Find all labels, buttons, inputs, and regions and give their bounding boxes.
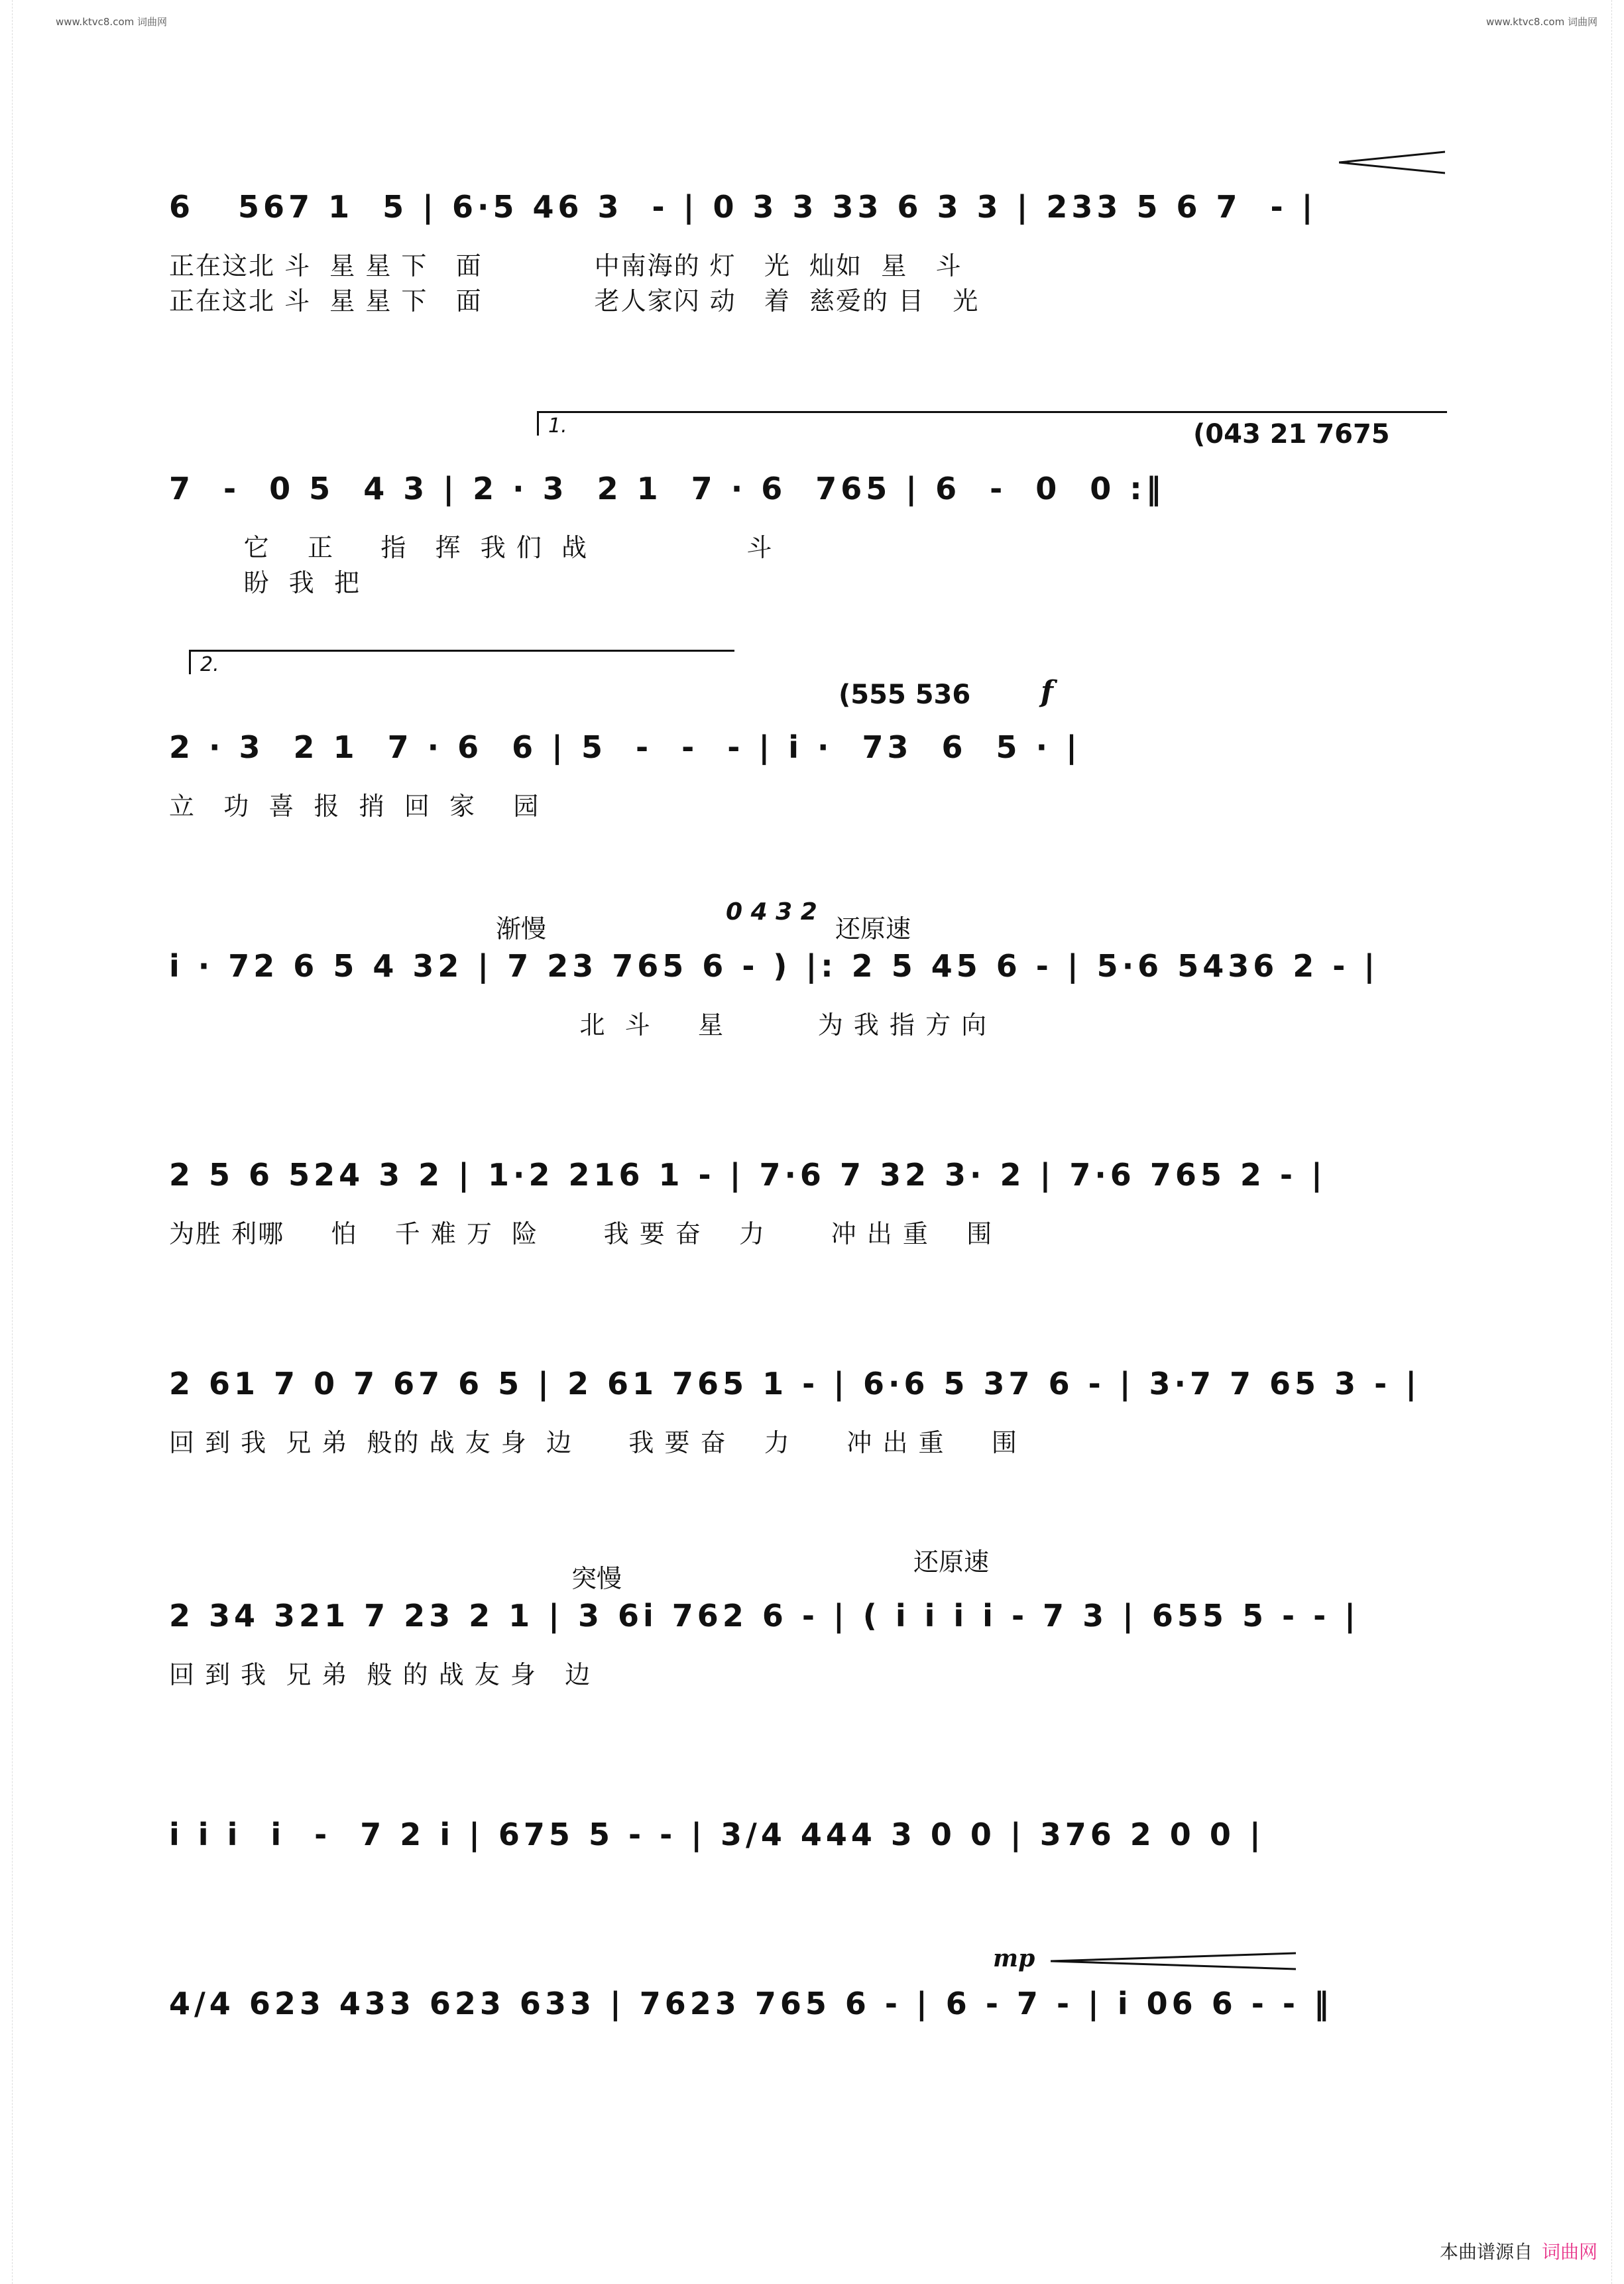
dynamic-forte: f <box>1041 675 1053 709</box>
lyric-verse-1: 它 正 指 挥 我 们 战 斗 <box>169 533 774 562</box>
crescendo-hairpin <box>1339 149 1445 176</box>
notation-line: 2 61 7 0 7 67 6 5 | 2 61 765 1 - | 6·6 5 37 6 - | 3·7 7 65 3 - | <box>169 1366 1421 1402</box>
notation-line: 2 34 321 7 23 2 1 | 3 6i 762 6 - | ( i i i i - 7 3 | 655 5 - - | <box>169 1598 1360 1634</box>
tempo-marking-ritardando: 渐慢 <box>496 914 547 943</box>
lyric-verse-1: 为胜 利哪 怕 千 难 万 险 我 要 奋 力 冲 出 重 围 <box>169 1219 994 1248</box>
tempo-marking-a-tempo: 还原速 <box>835 914 911 943</box>
footer-brand-link[interactable]: 词曲网 <box>1541 2241 1597 2263</box>
corner-watermark-left: www.ktvc8.com 词曲网 <box>56 16 168 28</box>
crescendo-hairpin <box>1051 1951 1296 1971</box>
instrumental-fill: 0 4 3 2 <box>726 898 817 926</box>
notation-line: 4/4 623 433 623 633 | 7623 765 6 - | 6 - 7 - | i 06 6 - - ‖ <box>169 1986 1333 2021</box>
notation-line: 2 · 3 2 1 7 · 6 6 | 5 - - - | i · 73 6 5 · | <box>169 729 1081 765</box>
notation-line: i i i i - 7 2 i | 675 5 - - | 3/4 444 3 0 0 | 376 2 0 0 | <box>169 1817 1265 1852</box>
footer-source <box>1440 2238 1597 2264</box>
instrumental-fill: (043 21 7675 <box>1193 419 1390 450</box>
footer-text: 本曲谱源自 <box>1439 2241 1533 2263</box>
lyric-verse-2: 盼 我 把 <box>169 568 361 597</box>
volta-label: 2. <box>200 653 219 676</box>
tempo-marking-a-tempo: 还原速 <box>913 1547 990 1577</box>
notation-line: 2 5 6 524 3 2 | 1·2 216 1 - | 7·6 7 32 3· 2 | 7·6 765 2 - | <box>169 1157 1326 1193</box>
lyric-verse-1: 立 功 喜 报 捎 回 家 园 <box>169 792 540 821</box>
tempo-marking-sudden-slow: 突慢 <box>571 1564 622 1593</box>
instrumental-fill: (555 536 <box>839 680 971 710</box>
lyric-verse-1: 回 到 我 兄 弟 般的 战 友 身 边 我 要 奋 力 冲 出 重 围 <box>169 1428 1018 1457</box>
left-margin-strip <box>0 0 13 2284</box>
corner-watermark-right: www.ktvc8.com 词曲网 <box>1485 16 1597 28</box>
notation-line: i · 72 6 5 4 32 | 7 23 765 6 - ) |: 2 5 45 6 - | 5·6 5436 2 - | <box>169 948 1379 984</box>
notation-line: 7 - 0 5 4 3 | 2 · 3 2 1 7 · 6 765 | 6 - 0 0 :‖ <box>169 471 1165 507</box>
lyric-verse-1: 回 到 我 兄 弟 般 的 战 友 身 边 <box>169 1660 592 1689</box>
lyric-verse-2: 正在这北 斗 星 星 下 面 老人家闪 动 着 慈爱的 目 光 <box>169 286 980 316</box>
notation-line: 6 567 1 5 | 6·5 46 3 - | 0 3 3 33 6 3 3 | 233 5 6 7 - | <box>169 189 1317 225</box>
volta-label: 1. <box>548 414 567 438</box>
dynamic-mezzo-piano: mp <box>993 1945 1035 1972</box>
right-margin-strip <box>1611 0 1624 2284</box>
lyric-verse-1: 正在这北 斗 星 星 下 面 中南海的 灯 光 灿如 星 斗 <box>169 251 962 280</box>
volta-second-ending <box>189 650 734 674</box>
lyric-verse-1: 北 斗 星 为 我 指 方 向 <box>169 1010 988 1040</box>
